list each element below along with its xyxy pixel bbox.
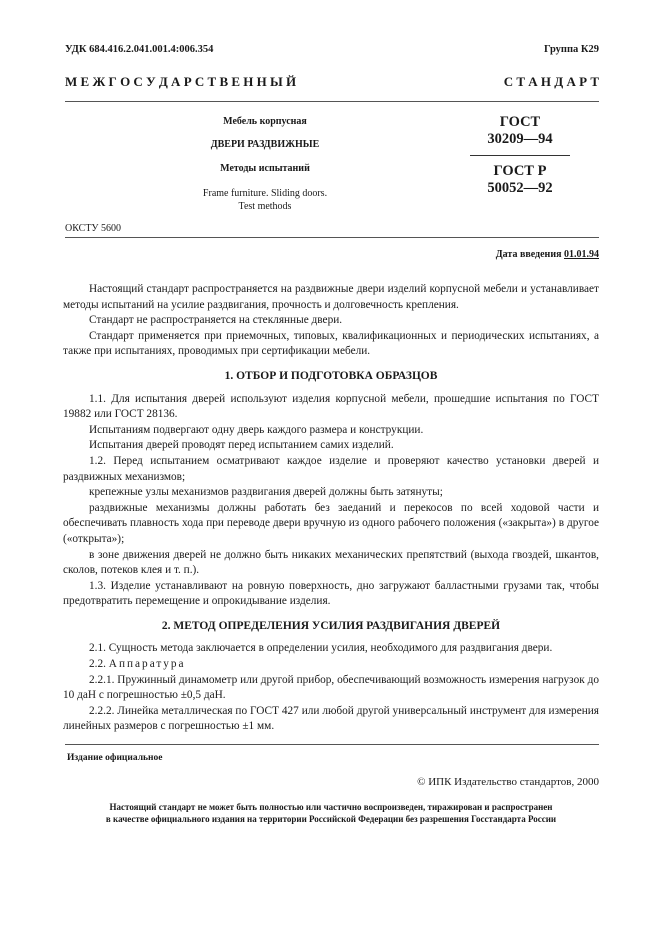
clause-number: 2.2.: [89, 658, 106, 671]
footer-divider: [65, 744, 599, 745]
title-divider: [65, 237, 599, 238]
section-1-paragraph: 1.2. Перед испытанием осматривают каждое изделие и проверяют качество установки дверей и раздвижных механизмов;: [63, 454, 599, 483]
title-english-line2: Test methods: [238, 201, 292, 212]
title-methods: Методы испытаний: [220, 163, 310, 174]
intro-date-value: 01.01.94: [564, 249, 599, 260]
section-1-paragraph: крепежные узлы механизмов раздвигания дверей должны быть затянуты;: [89, 486, 443, 499]
intro-date: [496, 249, 599, 260]
title-category: Мебель корпусная: [223, 116, 307, 127]
gost-label: ГОСТ: [499, 114, 541, 130]
section-1-paragraph: 1.1. Для испытания дверей используют изделия корпусной мебели, прошедшие испытания по ГОСТ 19882 или ГОСТ 28136.: [63, 392, 599, 421]
title-subject: ДВЕРИ РАЗДВИЖНЫЕ: [210, 139, 320, 150]
gostr-label: ГОСТ Р: [493, 163, 547, 179]
title-english: [160, 187, 370, 213]
legal-notice-line1: Настоящий стандарт не может быть полностью или частично воспроизведен, тиражирован и распространен: [109, 802, 553, 812]
standard-type-banner: [65, 74, 599, 90]
section-2-paragraph: 2.2.1. Пружинный динамометр или другой прибор, обеспечивающий возможность измерения нагрузок до 10 даН с погрешностью ±0,5 даН.: [63, 673, 599, 702]
section-1-paragraph: раздвижные механизмы должны работать без заеданий и перекосов по всей ходовой части и обеспечивать плавность хода при переводе двери вручную из одного рабочего положения («закрыта») в другое («открыта»);: [63, 501, 599, 545]
document-body: [63, 282, 599, 735]
clause-title-spaced: Аппаратура: [108, 658, 186, 671]
section-2-paragraph: 2.2.2. Линейка металлическая по ГОСТ 427 или любой другой универсальный инструмент для измерения линейных размеров с погрешностью ±1 мм.: [63, 704, 599, 733]
section-1-paragraph: Испытаниям подвергают одну дверь каждого размера и конструкции.: [89, 423, 424, 436]
standard-type-left: М Е Ж Г О С У Д А Р С Т В Е Н Н Ы Й: [65, 74, 297, 89]
gostr-designation: [470, 163, 570, 197]
edition-label: Издание официальное: [67, 753, 163, 763]
section-2-paragraph: 2.1. Сущность метода заключается в определении усилия, необходимого для раздвигания двери.: [89, 642, 553, 655]
gost-number: 30209—94: [487, 131, 553, 147]
legal-notice-line2: в качестве официального издания на территории Российской Федерации без разрешения Госстандарта России: [105, 814, 557, 824]
header-divider: [65, 101, 599, 102]
title-english-line1: Frame furniture. Sliding doors.: [202, 188, 328, 199]
intro-date-label: Дата введения: [495, 249, 562, 260]
standard-type-right: С Т А Н Д А Р Т: [503, 74, 599, 89]
section-1-heading: 1. ОТБОР И ПОДГОТОВКА ОБРАЗЦОВ: [224, 369, 438, 382]
gost-designation: [470, 114, 570, 148]
gostr-number: 50052—92: [487, 180, 553, 196]
designation-divider: [470, 155, 570, 156]
group-code: Группа К29: [543, 44, 599, 55]
section-2-paragraph: [63, 657, 599, 673]
udk-code: УДК 684.416.2.041.001.4:006.354: [65, 44, 214, 55]
legal-notice: [63, 801, 599, 825]
section-1-paragraph: Испытания дверей проводят перед испытанием самих изделий.: [89, 439, 394, 452]
copyright: © ИПК Издательство стандартов, 2000: [417, 776, 599, 788]
okstu-code: ОКСТУ 5600: [65, 223, 122, 234]
section-2-heading: 2. МЕТОД ОПРЕДЕЛЕНИЯ УСИЛИЯ РАЗДВИГАНИЯ ДВЕРЕЙ: [161, 619, 501, 632]
section-1-paragraph: в зоне движения дверей не должно быть никаких механических препятствий (выхода гвоздей, шкантов, сколов, потеков клея и т. п.).: [63, 548, 599, 577]
intro-paragraph: Стандарт не распространяется на стеклянные двери.: [89, 314, 343, 327]
intro-paragraph: Стандарт применяется при приемочных, типовых, квалификационных и периодических испытаниях, а также при испытаниях, проводимых при сертификации мебели.: [63, 329, 599, 358]
intro-paragraph: Настоящий стандарт распространяется на раздвижные двери изделий корпусной мебели и устанавливает методы испытаний на усилие раздвигания, прочность и долговечность крепления.: [63, 283, 599, 311]
section-1-paragraph: 1.3. Изделие устанавливают на ровную поверхность, дно загружают балластными грузами так, чтобы предотвратить перемещение и опрокидывание изделия.: [63, 579, 599, 608]
